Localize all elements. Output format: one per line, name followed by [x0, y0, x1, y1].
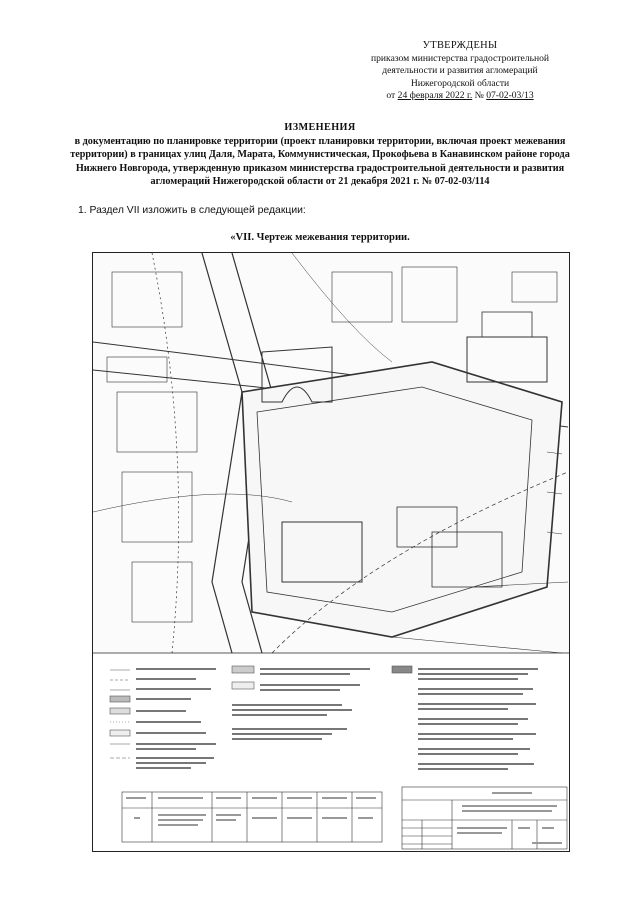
- approval-date-prefix: от: [386, 90, 396, 102]
- approval-block: [350, 40, 570, 103]
- approval-line-3: Нижегородской области: [410, 77, 510, 89]
- map-area: [93, 253, 569, 653]
- document-subtitle: в документацию по планировке территории (проект планировки территории, включая проект межевания территории) в границах улиц Даля, Марата, Коммунистическая, Прокофьева в Канавинском районе города Нижнего Новгорода, утвержденную приказом министерства градостроительной деятельности и развития агломераций Нижегородской области от 21 декабря 2021 г. № 07-02-03/114: [70, 135, 570, 188]
- approval-number: 07-02-03/13: [486, 90, 534, 102]
- approval-line-2: деятельности и развития агломераций: [382, 65, 538, 77]
- approval-heading: УТВЕРЖДЕНЫ: [422, 40, 498, 51]
- approval-date: 24 февраля 2022 г.: [397, 90, 473, 102]
- land-survey-drawing: [92, 252, 570, 852]
- approval-line-1: приказом министерства градостроительной: [370, 52, 550, 64]
- section-title: «VII. Чертеж межевания территории.: [230, 232, 410, 243]
- approval-date-line: [350, 90, 570, 103]
- changes-header: [60, 121, 580, 189]
- document-title: ИЗМЕНЕНИЯ: [284, 122, 356, 133]
- approval-number-prefix: №: [474, 90, 484, 102]
- item-1: 1. Раздел VII изложить в следующей редакции:: [78, 205, 306, 216]
